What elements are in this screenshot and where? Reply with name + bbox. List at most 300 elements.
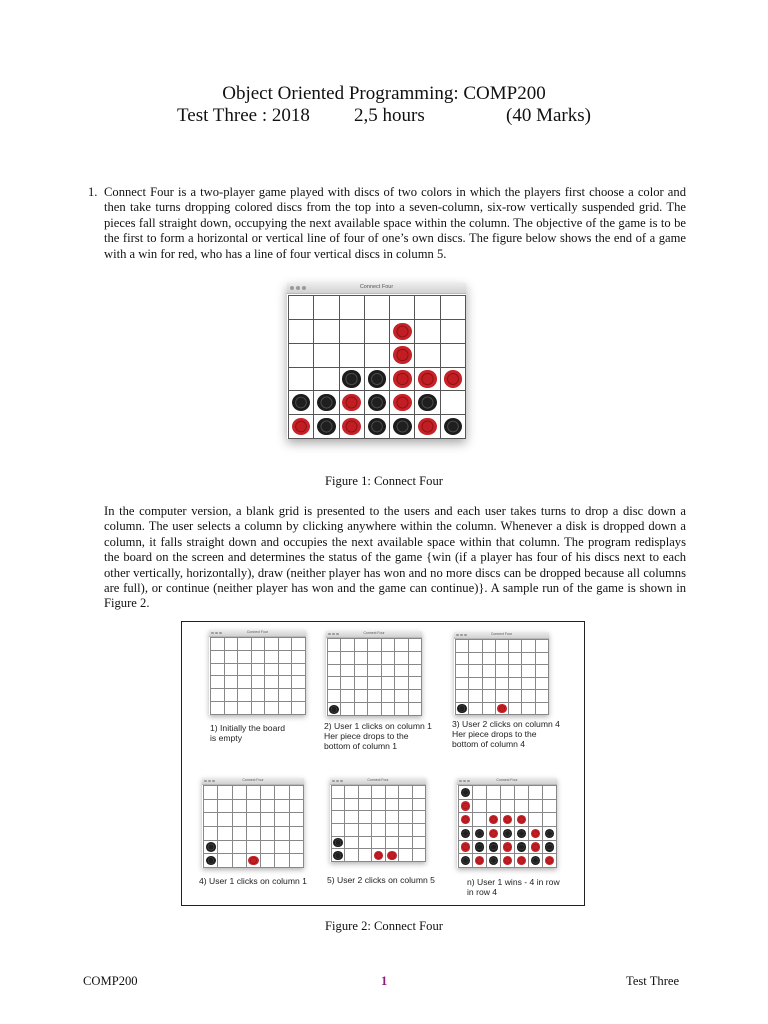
figure1-board-cell[interactable] xyxy=(415,320,440,344)
figure2-board-cell[interactable] xyxy=(355,652,368,665)
figure2-board-cell[interactable] xyxy=(225,676,239,689)
figure2-board-cell[interactable] xyxy=(496,678,509,691)
figure2-board-cell[interactable] xyxy=(261,786,275,800)
figure2-board-cell[interactable] xyxy=(501,854,515,868)
figure1-board-cell[interactable] xyxy=(314,296,339,320)
figure2-board-cell[interactable] xyxy=(290,786,304,800)
figure2-board-cell[interactable] xyxy=(382,677,395,690)
figure1-board-cell[interactable] xyxy=(390,368,415,392)
figure2-board-cell[interactable] xyxy=(265,702,279,715)
figure2-board-cell[interactable] xyxy=(487,800,501,814)
figure2-board-cell[interactable] xyxy=(252,638,266,651)
figure2-board-cell[interactable] xyxy=(473,813,487,827)
figure2-board-cell[interactable] xyxy=(292,702,306,715)
figure2-board-cell[interactable] xyxy=(368,690,381,703)
figure2-board-cell[interactable] xyxy=(509,690,522,703)
figure2-board-cell[interactable] xyxy=(459,813,473,827)
figure1-board-cell[interactable] xyxy=(289,415,314,439)
figure2-board-cell[interactable] xyxy=(382,652,395,665)
figure2-board-cell[interactable] xyxy=(265,676,279,689)
figure2-board-cell[interactable] xyxy=(218,841,232,855)
figure2-board-cell[interactable] xyxy=(395,665,408,678)
figure2-board-cell[interactable] xyxy=(290,841,304,855)
figure2-board-cell[interactable] xyxy=(279,689,293,702)
figure2-board-cell[interactable] xyxy=(372,786,385,799)
figure2-board-cell[interactable] xyxy=(252,676,266,689)
figure2-board-cell[interactable] xyxy=(233,841,247,855)
figure2-board-cell[interactable] xyxy=(543,786,557,800)
figure2-board-cell[interactable] xyxy=(483,665,496,678)
figure2-board-cell[interactable] xyxy=(211,651,225,664)
figure2-board-cell[interactable] xyxy=(496,690,509,703)
figure2-board-cell[interactable] xyxy=(275,841,289,855)
figure2-board-cell[interactable] xyxy=(399,799,412,812)
figure2-board-cell[interactable] xyxy=(279,676,293,689)
figure2-board-cell[interactable] xyxy=(501,841,515,855)
figure1-board-cell[interactable] xyxy=(314,344,339,368)
figure2-board-cell[interactable] xyxy=(225,651,239,664)
figure2-board-cell[interactable] xyxy=(261,800,275,814)
figure2-board-cell[interactable] xyxy=(372,799,385,812)
figure2-board-cell[interactable] xyxy=(543,827,557,841)
figure2-board-cell[interactable] xyxy=(341,639,354,652)
figure1-board-cell[interactable] xyxy=(289,391,314,415)
figure2-board-cell[interactable] xyxy=(395,690,408,703)
figure2-board-cell[interactable] xyxy=(368,665,381,678)
figure1-board-cell[interactable] xyxy=(365,320,390,344)
figure2-board-cell[interactable] xyxy=(382,665,395,678)
figure2-board-cell[interactable] xyxy=(501,813,515,827)
figure2-board-cell[interactable] xyxy=(345,811,358,824)
figure2-board-cell[interactable] xyxy=(536,690,549,703)
figure2-board-cell[interactable] xyxy=(368,639,381,652)
figure2-board-cell[interactable] xyxy=(233,786,247,800)
figure2-board-cell[interactable] xyxy=(529,813,543,827)
figure2-board-cell[interactable] xyxy=(372,811,385,824)
figure2-board-cell[interactable] xyxy=(204,854,218,868)
figure2-board-cell[interactable] xyxy=(238,689,252,702)
figure2-board-cell[interactable] xyxy=(341,665,354,678)
figure2-board-cell[interactable] xyxy=(487,827,501,841)
figure2-board-cell[interactable] xyxy=(341,690,354,703)
figure2-board-cell[interactable] xyxy=(247,854,261,868)
figure2-board-cell[interactable] xyxy=(413,786,426,799)
figure2-board-cell[interactable] xyxy=(279,651,293,664)
figure2-board-cell[interactable] xyxy=(399,837,412,850)
figure2-board-cell[interactable] xyxy=(529,854,543,868)
figure2-board-cell[interactable] xyxy=(275,854,289,868)
figure2-board-cell[interactable] xyxy=(483,653,496,666)
figure2-board-cell[interactable] xyxy=(328,677,341,690)
figure2-board-cell[interactable] xyxy=(515,786,529,800)
figure2-board-cell[interactable] xyxy=(279,638,293,651)
figure2-board-cell[interactable] xyxy=(487,786,501,800)
figure2-board-cell[interactable] xyxy=(252,689,266,702)
figure2-board-cell[interactable] xyxy=(501,827,515,841)
figure2-board-cell[interactable] xyxy=(469,690,482,703)
figure2-board-cell[interactable] xyxy=(496,640,509,653)
figure2-board-cell[interactable] xyxy=(238,638,252,651)
figure2-board-cell[interactable] xyxy=(355,677,368,690)
figure2-board-cell[interactable] xyxy=(225,664,239,677)
figure2-board-cell[interactable] xyxy=(252,664,266,677)
figure2-board-cell[interactable] xyxy=(218,827,232,841)
figure2-board-cell[interactable] xyxy=(536,665,549,678)
figure1-board-cell[interactable] xyxy=(415,391,440,415)
figure2-board-cell[interactable] xyxy=(355,703,368,716)
figure2-board-cell[interactable] xyxy=(399,811,412,824)
figure2-board-cell[interactable] xyxy=(522,653,535,666)
figure2-board-cell[interactable] xyxy=(218,786,232,800)
figure2-board-cell[interactable] xyxy=(386,811,399,824)
figure2-board-cell[interactable] xyxy=(247,800,261,814)
figure2-board-cell[interactable] xyxy=(261,827,275,841)
figure1-board-cell[interactable] xyxy=(390,344,415,368)
figure2-board-cell[interactable] xyxy=(252,651,266,664)
figure2-board-cell[interactable] xyxy=(469,703,482,716)
figure2-board-cell[interactable] xyxy=(233,827,247,841)
figure2-board-cell[interactable] xyxy=(386,837,399,850)
figure1-board-cell[interactable] xyxy=(365,344,390,368)
figure2-board-cell[interactable] xyxy=(409,703,422,716)
figure2-board-cell[interactable] xyxy=(515,827,529,841)
figure2-board-cell[interactable] xyxy=(536,640,549,653)
figure2-board-cell[interactable] xyxy=(211,702,225,715)
figure2-board-cell[interactable] xyxy=(204,786,218,800)
figure2-step-1-board xyxy=(210,637,306,715)
figure2-board-cell[interactable] xyxy=(459,827,473,841)
figure2-board-cell[interactable] xyxy=(459,786,473,800)
figure2-board-cell[interactable] xyxy=(515,813,529,827)
figure2-board-cell[interactable] xyxy=(395,639,408,652)
figure2-board-cell[interactable] xyxy=(473,827,487,841)
figure2-board-cell[interactable] xyxy=(382,639,395,652)
figure2-board-cell[interactable] xyxy=(372,837,385,850)
figure2-board-cell[interactable] xyxy=(211,676,225,689)
figure2-board-cell[interactable] xyxy=(522,640,535,653)
figure2-board-cell[interactable] xyxy=(372,824,385,837)
figure2-board-cell[interactable] xyxy=(386,799,399,812)
figure2-board-cell[interactable] xyxy=(332,824,345,837)
figure2-board-cell[interactable] xyxy=(456,665,469,678)
figure2-board-cell[interactable] xyxy=(233,813,247,827)
figure1-board-cell[interactable] xyxy=(365,415,390,439)
figure2-board-cell[interactable] xyxy=(332,786,345,799)
figure2-board-cell[interactable] xyxy=(261,841,275,855)
figure2-board-cell[interactable] xyxy=(543,800,557,814)
figure2-board-cell[interactable] xyxy=(345,786,358,799)
figure2-board-cell[interactable] xyxy=(292,638,306,651)
figure2-board-cell[interactable] xyxy=(413,811,426,824)
figure2-board-cell[interactable] xyxy=(211,638,225,651)
figure2-board-cell[interactable] xyxy=(238,702,252,715)
figure2-board-cell[interactable] xyxy=(413,837,426,850)
figure2-board-cell[interactable] xyxy=(261,813,275,827)
figure2-board-cell[interactable] xyxy=(456,703,469,716)
figure2-board-cell[interactable] xyxy=(413,799,426,812)
figure2-board-cell[interactable] xyxy=(341,703,354,716)
figure1-board-cell[interactable] xyxy=(314,415,339,439)
figure2-board-cell[interactable] xyxy=(238,664,252,677)
figure2-board-cell[interactable] xyxy=(265,651,279,664)
figure2-board-cell[interactable] xyxy=(487,854,501,868)
figure2-board-cell[interactable] xyxy=(409,690,422,703)
figure2-board-cell[interactable] xyxy=(522,678,535,691)
figure2-board-cell[interactable] xyxy=(522,665,535,678)
figure2-board-cell[interactable] xyxy=(355,690,368,703)
figure2-board-cell[interactable] xyxy=(292,651,306,664)
figure2-board-cell[interactable] xyxy=(386,786,399,799)
figure2-board-cell[interactable] xyxy=(456,690,469,703)
figure2-board-cell[interactable] xyxy=(483,703,496,716)
figure1-board-cell[interactable] xyxy=(314,320,339,344)
figure2-board-cell[interactable] xyxy=(225,702,239,715)
figure2-board-cell[interactable] xyxy=(409,639,422,652)
figure2-board-cell[interactable] xyxy=(456,640,469,653)
figure2-board-cell[interactable] xyxy=(473,841,487,855)
figure2-board-cell[interactable] xyxy=(409,665,422,678)
figure2-board-cell[interactable] xyxy=(496,703,509,716)
figure2-board-cell[interactable] xyxy=(409,677,422,690)
figure2-board-cell[interactable] xyxy=(204,841,218,855)
figure2-board-cell[interactable] xyxy=(386,849,399,862)
figure2-board-cell[interactable] xyxy=(233,800,247,814)
figure2-board-cell[interactable] xyxy=(395,703,408,716)
figure2-board-cell[interactable] xyxy=(522,703,535,716)
figure2-board-cell[interactable] xyxy=(399,786,412,799)
figure2-board-cell[interactable] xyxy=(368,652,381,665)
figure2-board-cell[interactable] xyxy=(469,640,482,653)
figure2-board-cell[interactable] xyxy=(509,703,522,716)
figure1-board-cell[interactable] xyxy=(340,296,365,320)
figure2-board-cell[interactable] xyxy=(536,703,549,716)
figure2-board-cell[interactable] xyxy=(345,837,358,850)
figure2-board-cell[interactable] xyxy=(359,837,372,850)
figure2-board-cell[interactable] xyxy=(218,813,232,827)
figure2-board-cell[interactable] xyxy=(292,664,306,677)
red-disc xyxy=(545,856,555,866)
figure1-board-cell[interactable] xyxy=(415,344,440,368)
figure2-board-cell[interactable] xyxy=(399,824,412,837)
figure2-board-cell[interactable] xyxy=(211,689,225,702)
figure2-board-cell[interactable] xyxy=(469,665,482,678)
figure2-board-cell[interactable] xyxy=(341,652,354,665)
figure2-board-cell[interactable] xyxy=(496,665,509,678)
figure2-board-cell[interactable] xyxy=(265,664,279,677)
figure2-board-cell[interactable] xyxy=(529,827,543,841)
figure1-board-cell[interactable] xyxy=(365,368,390,392)
figure1-board-cell[interactable] xyxy=(314,391,339,415)
figure2-board-cell[interactable] xyxy=(368,677,381,690)
figure1-board-cell[interactable] xyxy=(314,368,339,392)
figure2-board-cell[interactable] xyxy=(515,854,529,868)
figure1-board-cell[interactable] xyxy=(390,296,415,320)
figure2-board-cell[interactable] xyxy=(496,653,509,666)
figure2-board-cell[interactable] xyxy=(247,827,261,841)
figure1-board-cell[interactable] xyxy=(340,368,365,392)
figure2-board-cell[interactable] xyxy=(265,689,279,702)
figure2-board-cell[interactable] xyxy=(529,800,543,814)
figure1-board-cell[interactable] xyxy=(390,391,415,415)
figure2-board-cell[interactable] xyxy=(515,800,529,814)
figure2-board-cell[interactable] xyxy=(483,640,496,653)
figure2-board-cell[interactable] xyxy=(261,854,275,868)
figure2-board-cell[interactable] xyxy=(473,800,487,814)
figure1-board-cell[interactable] xyxy=(289,296,314,320)
figure2-board-cell[interactable] xyxy=(292,676,306,689)
figure2-board-cell[interactable] xyxy=(279,664,293,677)
figure1-board-cell[interactable] xyxy=(441,368,466,392)
figure2-board-cell[interactable] xyxy=(225,638,239,651)
figure2-board-cell[interactable] xyxy=(332,799,345,812)
figure2-board-cell[interactable] xyxy=(501,786,515,800)
figure2-board-cell[interactable] xyxy=(359,786,372,799)
figure1-board-cell[interactable] xyxy=(441,391,466,415)
figure2-board-cell[interactable] xyxy=(290,854,304,868)
figure2-board-cell[interactable] xyxy=(509,665,522,678)
figure2-board-cell[interactable] xyxy=(459,854,473,868)
figure2-board-cell[interactable] xyxy=(332,811,345,824)
figure2-board-cell[interactable] xyxy=(275,813,289,827)
figure2-board-cell[interactable] xyxy=(529,786,543,800)
figure2-board-cell[interactable] xyxy=(328,652,341,665)
figure1-board-cell[interactable] xyxy=(340,391,365,415)
figure2-board-cell[interactable] xyxy=(459,800,473,814)
figure2-board-cell[interactable] xyxy=(382,690,395,703)
red-disc xyxy=(418,370,436,387)
figure2-board-cell[interactable] xyxy=(355,639,368,652)
figure1-board-cell[interactable] xyxy=(340,344,365,368)
figure2-board-cell[interactable] xyxy=(345,849,358,862)
figure2-board-cell[interactable] xyxy=(238,676,252,689)
figure2-board-cell[interactable] xyxy=(382,703,395,716)
figure2-board-cell[interactable] xyxy=(265,638,279,651)
figure2-step-5-board xyxy=(331,785,426,862)
footer-test-name: Test Three xyxy=(626,974,680,988)
figure2-board-cell[interactable] xyxy=(501,800,515,814)
figure2-board-cell[interactable] xyxy=(368,703,381,716)
figure2-board-cell[interactable] xyxy=(487,841,501,855)
figure2-board-cell[interactable] xyxy=(328,665,341,678)
figure1-board-cell[interactable] xyxy=(415,415,440,439)
figure2-board-cell[interactable] xyxy=(247,813,261,827)
figure2-board-cell[interactable] xyxy=(328,690,341,703)
figure1-board-cell[interactable] xyxy=(340,415,365,439)
figure2-board-cell[interactable] xyxy=(469,653,482,666)
figure2-board-cell[interactable] xyxy=(238,651,252,664)
figure2-board-cell[interactable] xyxy=(509,640,522,653)
figure2-board-cell[interactable] xyxy=(247,786,261,800)
figure2-board-cell[interactable] xyxy=(483,678,496,691)
figure2-board-cell[interactable] xyxy=(395,677,408,690)
figure2-board-cell[interactable] xyxy=(359,811,372,824)
figure2-board-cell[interactable] xyxy=(345,824,358,837)
figure2-board-cell[interactable] xyxy=(332,837,345,850)
figure2-board-cell[interactable] xyxy=(413,824,426,837)
black-disc xyxy=(517,842,527,852)
figure1-board-cell[interactable] xyxy=(441,320,466,344)
figure1-board-cell[interactable] xyxy=(289,344,314,368)
figure2-board-cell[interactable] xyxy=(204,800,218,814)
figure2-board-cell[interactable] xyxy=(456,678,469,691)
figure2-board-cell[interactable] xyxy=(469,678,482,691)
figure2-board-cell[interactable] xyxy=(509,653,522,666)
figure2-board-cell[interactable] xyxy=(345,799,358,812)
figure2-board-cell[interactable] xyxy=(529,841,543,855)
figure2-board-cell[interactable] xyxy=(332,849,345,862)
figure2-board-cell[interactable] xyxy=(515,841,529,855)
figure1-board-cell[interactable] xyxy=(415,368,440,392)
figure2-board-cell[interactable] xyxy=(459,841,473,855)
figure2-board-cell[interactable] xyxy=(233,854,247,868)
figure2-board-cell[interactable] xyxy=(225,689,239,702)
figure2-board-cell[interactable] xyxy=(543,854,557,868)
figure2-board-cell[interactable] xyxy=(483,690,496,703)
figure2-board-cell[interactable] xyxy=(328,639,341,652)
figure2-board-cell[interactable] xyxy=(279,702,293,715)
figure2-board-cell[interactable] xyxy=(536,678,549,691)
figure2-board-cell[interactable] xyxy=(509,678,522,691)
figure2-board-cell[interactable] xyxy=(252,702,266,715)
figure2-board-cell[interactable] xyxy=(543,813,557,827)
figure2-board-cell[interactable] xyxy=(473,786,487,800)
figure2-board-cell[interactable] xyxy=(355,665,368,678)
figure1-board-cell[interactable] xyxy=(365,296,390,320)
figure1-board-cell[interactable] xyxy=(289,320,314,344)
figure2-board-cell[interactable] xyxy=(456,653,469,666)
figure2-board-cell[interactable] xyxy=(372,849,385,862)
figure1-board-cell[interactable] xyxy=(441,415,466,439)
figure2-board-cell[interactable] xyxy=(395,652,408,665)
figure2-board-cell[interactable] xyxy=(413,849,426,862)
figure2-board-cell[interactable] xyxy=(522,690,535,703)
figure2-board-cell[interactable] xyxy=(275,786,289,800)
figure1-board-cell[interactable] xyxy=(289,368,314,392)
figure2-board-cell[interactable] xyxy=(290,827,304,841)
figure1-board-cell[interactable] xyxy=(365,391,390,415)
figure1-board-cell[interactable] xyxy=(390,415,415,439)
figure2-board-cell[interactable] xyxy=(543,841,557,855)
figure1-board-cell[interactable] xyxy=(441,344,466,368)
figure1-board-cell[interactable] xyxy=(340,320,365,344)
figure2-board-cell[interactable] xyxy=(359,824,372,837)
figure1-board-cell[interactable] xyxy=(415,296,440,320)
figure2-board-cell[interactable] xyxy=(247,841,261,855)
figure2-board-cell[interactable] xyxy=(487,813,501,827)
figure2-board-cell[interactable] xyxy=(275,800,289,814)
figure2-board-cell[interactable] xyxy=(204,813,218,827)
figure2-board-cell[interactable] xyxy=(341,677,354,690)
figure2-board-cell[interactable] xyxy=(211,664,225,677)
figure2-board-cell[interactable] xyxy=(359,799,372,812)
figure2-board-cell[interactable] xyxy=(328,703,341,716)
figure2-board-cell[interactable] xyxy=(218,854,232,868)
figure1-board-cell[interactable] xyxy=(441,296,466,320)
figure2-board-cell[interactable] xyxy=(386,824,399,837)
figure2-board-cell[interactable] xyxy=(536,653,549,666)
figure2-board-cell[interactable] xyxy=(290,800,304,814)
figure2-board-cell[interactable] xyxy=(275,827,289,841)
figure2-board-cell[interactable] xyxy=(204,827,218,841)
figure2-board-cell[interactable] xyxy=(409,652,422,665)
figure2-board-cell[interactable] xyxy=(359,849,372,862)
figure2-board-cell[interactable] xyxy=(473,854,487,868)
figure2-board-cell[interactable] xyxy=(292,689,306,702)
figure1-board-cell[interactable] xyxy=(390,320,415,344)
figure2-board-cell[interactable] xyxy=(399,849,412,862)
figure2-board-cell[interactable] xyxy=(218,800,232,814)
figure2-board-cell[interactable] xyxy=(290,813,304,827)
